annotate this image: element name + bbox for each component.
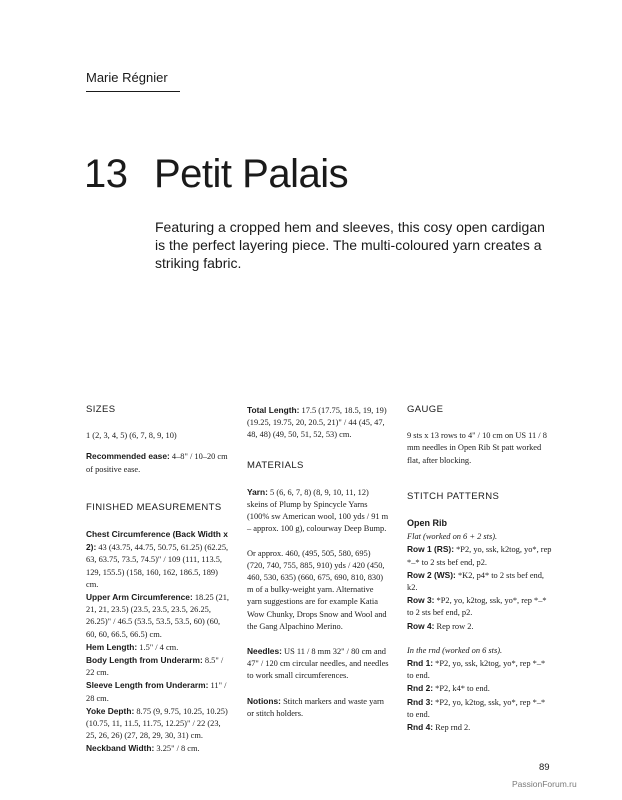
gauge-heading: GAUGE <box>407 404 444 415</box>
total-length: Total Length: 17.5 (17.75, 18.5, 19, 19) (19.25, 19.75, 20, 20.5, 21)" / 44 (45, 47, 48, 48) (49, 50, 51, 52, 53) cm. <box>247 405 387 440</box>
stitch-row: Row 3: *P2, yo, k2tog, ssk, yo*, rep *–* to 2 sts bef end, p2. <box>407 595 547 618</box>
measurement-item: Upper Arm Circumference: 18.25 (21, 21, 21, 23.5) (23.5, 23.5, 23.5, 26.25, 26.25)" / 46.5 (53.5, 53.5, 53.5, 60) (60, 60, 60, 66.5, 66.5) cm. <box>86 592 230 639</box>
needles: Needles: US 11 / 8 mm 32" / 80 cm and 47" / 120 cm circular needles, and needles to work small circumferences. <box>247 646 389 681</box>
flat-note: Flat (worked on 6 + 2 sts). <box>407 532 498 542</box>
intro-text: Featuring a cropped hem and sleeves, this cosy open cardigan is the perfect layering piece. The multi-coloured yarn creates a striking fabric. <box>155 219 545 271</box>
stitch-row: Rnd 1: *P2, yo, ssk, k2tog, yo*, rep *–* to end. <box>407 658 546 681</box>
stitch-patterns-heading: STITCH PATTERNS <box>407 490 500 502</box>
column-sizes-measurements <box>86 404 232 756</box>
materials-heading: MATERIALS <box>247 459 304 471</box>
watermark: PassionForum.ru <box>512 779 577 789</box>
gauge-text: 9 sts x 13 rows to 4" / 10 cm on US 11 / 8 mm needles in Open Rib St patt worked flat, after blocking. <box>407 431 547 465</box>
yarn-alternatives: Or approx. 460, (495, 505, 580, 695) (720, 740, 755, 885, 910) yds / 420 (450, 460, 530, 635) (660, 675, 690, 810, 830) m of a bulky-weight yarn. Alternative yarn suggestions are for example Katia Wow Chunky, Drops Snow and Wool and the Gang Alpachino Merino. <box>247 548 387 631</box>
measurement-item: Neckband Width: 3.25" / 8 cm. <box>86 743 200 754</box>
stitch-row: Rnd 2: *P2, k4* to end. <box>407 683 490 694</box>
measurement-item: Hem Length: 1.5" / 4 cm. <box>86 641 179 652</box>
sizes-heading: SIZES <box>86 404 116 415</box>
notions: Notions: Stitch markers and waste yarn or stitch holders. <box>247 695 384 718</box>
recommended-ease <box>86 450 232 475</box>
designer-name: Marie Régnier <box>86 70 180 92</box>
stitch-row: Rnd 4: Rep rnd 2. <box>407 722 471 733</box>
stitch-row: Row 4: Rep row 2. <box>407 620 474 631</box>
measurement-item: Sleeve Length from Underarm: 11" / 28 cm. <box>86 680 227 703</box>
stitch-row: Row 2 (WS): *K2, p4* to 2 sts bef end, k2. <box>407 569 545 593</box>
column-gauge-stitches <box>407 404 553 734</box>
pattern-number: 13 <box>84 152 128 196</box>
rnd-note: In the rnd (worked on 6 sts). <box>407 645 503 655</box>
measurement-item: Chest Circumference (Back Width x 2): 43 (43.75, 44.75, 50.75, 61.25) (62.25, 63, 63.75, 73.5, 74.5)" / 109 (111, 113.5, 129, 155.5) (158, 160, 162, 186.5, 189) cm. <box>86 529 229 589</box>
measurement-item: Body Length from Underarm: 8.5" / 22 cm. <box>86 655 224 678</box>
ease-value: 4–8" / 10–20 cm of positive ease. <box>86 452 228 474</box>
finished-measurements-heading: FINISHED MEASUREMENTS <box>86 501 222 513</box>
pattern-title: Petit Palais <box>154 152 349 196</box>
page-number: 89 <box>539 762 550 773</box>
stitch-name: Open Rib <box>407 518 447 529</box>
sizes-list: 1 (2, 3, 4, 5) (6, 7, 8, 9, 10) <box>86 431 177 441</box>
page-title <box>84 152 348 197</box>
ease-label: Recommended ease: <box>86 451 170 462</box>
column-materials <box>247 404 390 728</box>
measurement-item: Yoke Depth: 8.75 (9, 9.75, 10.25, 10.25) (10.75, 11, 11.5, 11.75, 12.25)" / 22 (23, 25, 26, 26) (27, 28, 29, 30, 31) cm. <box>86 705 228 741</box>
stitch-row: Rnd 3: *P2, yo, k2tog, ssk, yo*, rep *–* to end. <box>407 696 546 719</box>
stitch-row: Row 1 (RS): *P2, yo, ssk, k2tog, yo*, rep *–* to 2 sts bef end, p2. <box>407 544 552 567</box>
yarn: Yarn: 5 (6, 6, 7, 8) (8, 9, 10, 11, 12) skeins of Plump by Spincycle Yarns (100% sw American wool, 100 yds / 91 m – approx. 100 g), colourway Deep Bump. <box>247 486 389 534</box>
